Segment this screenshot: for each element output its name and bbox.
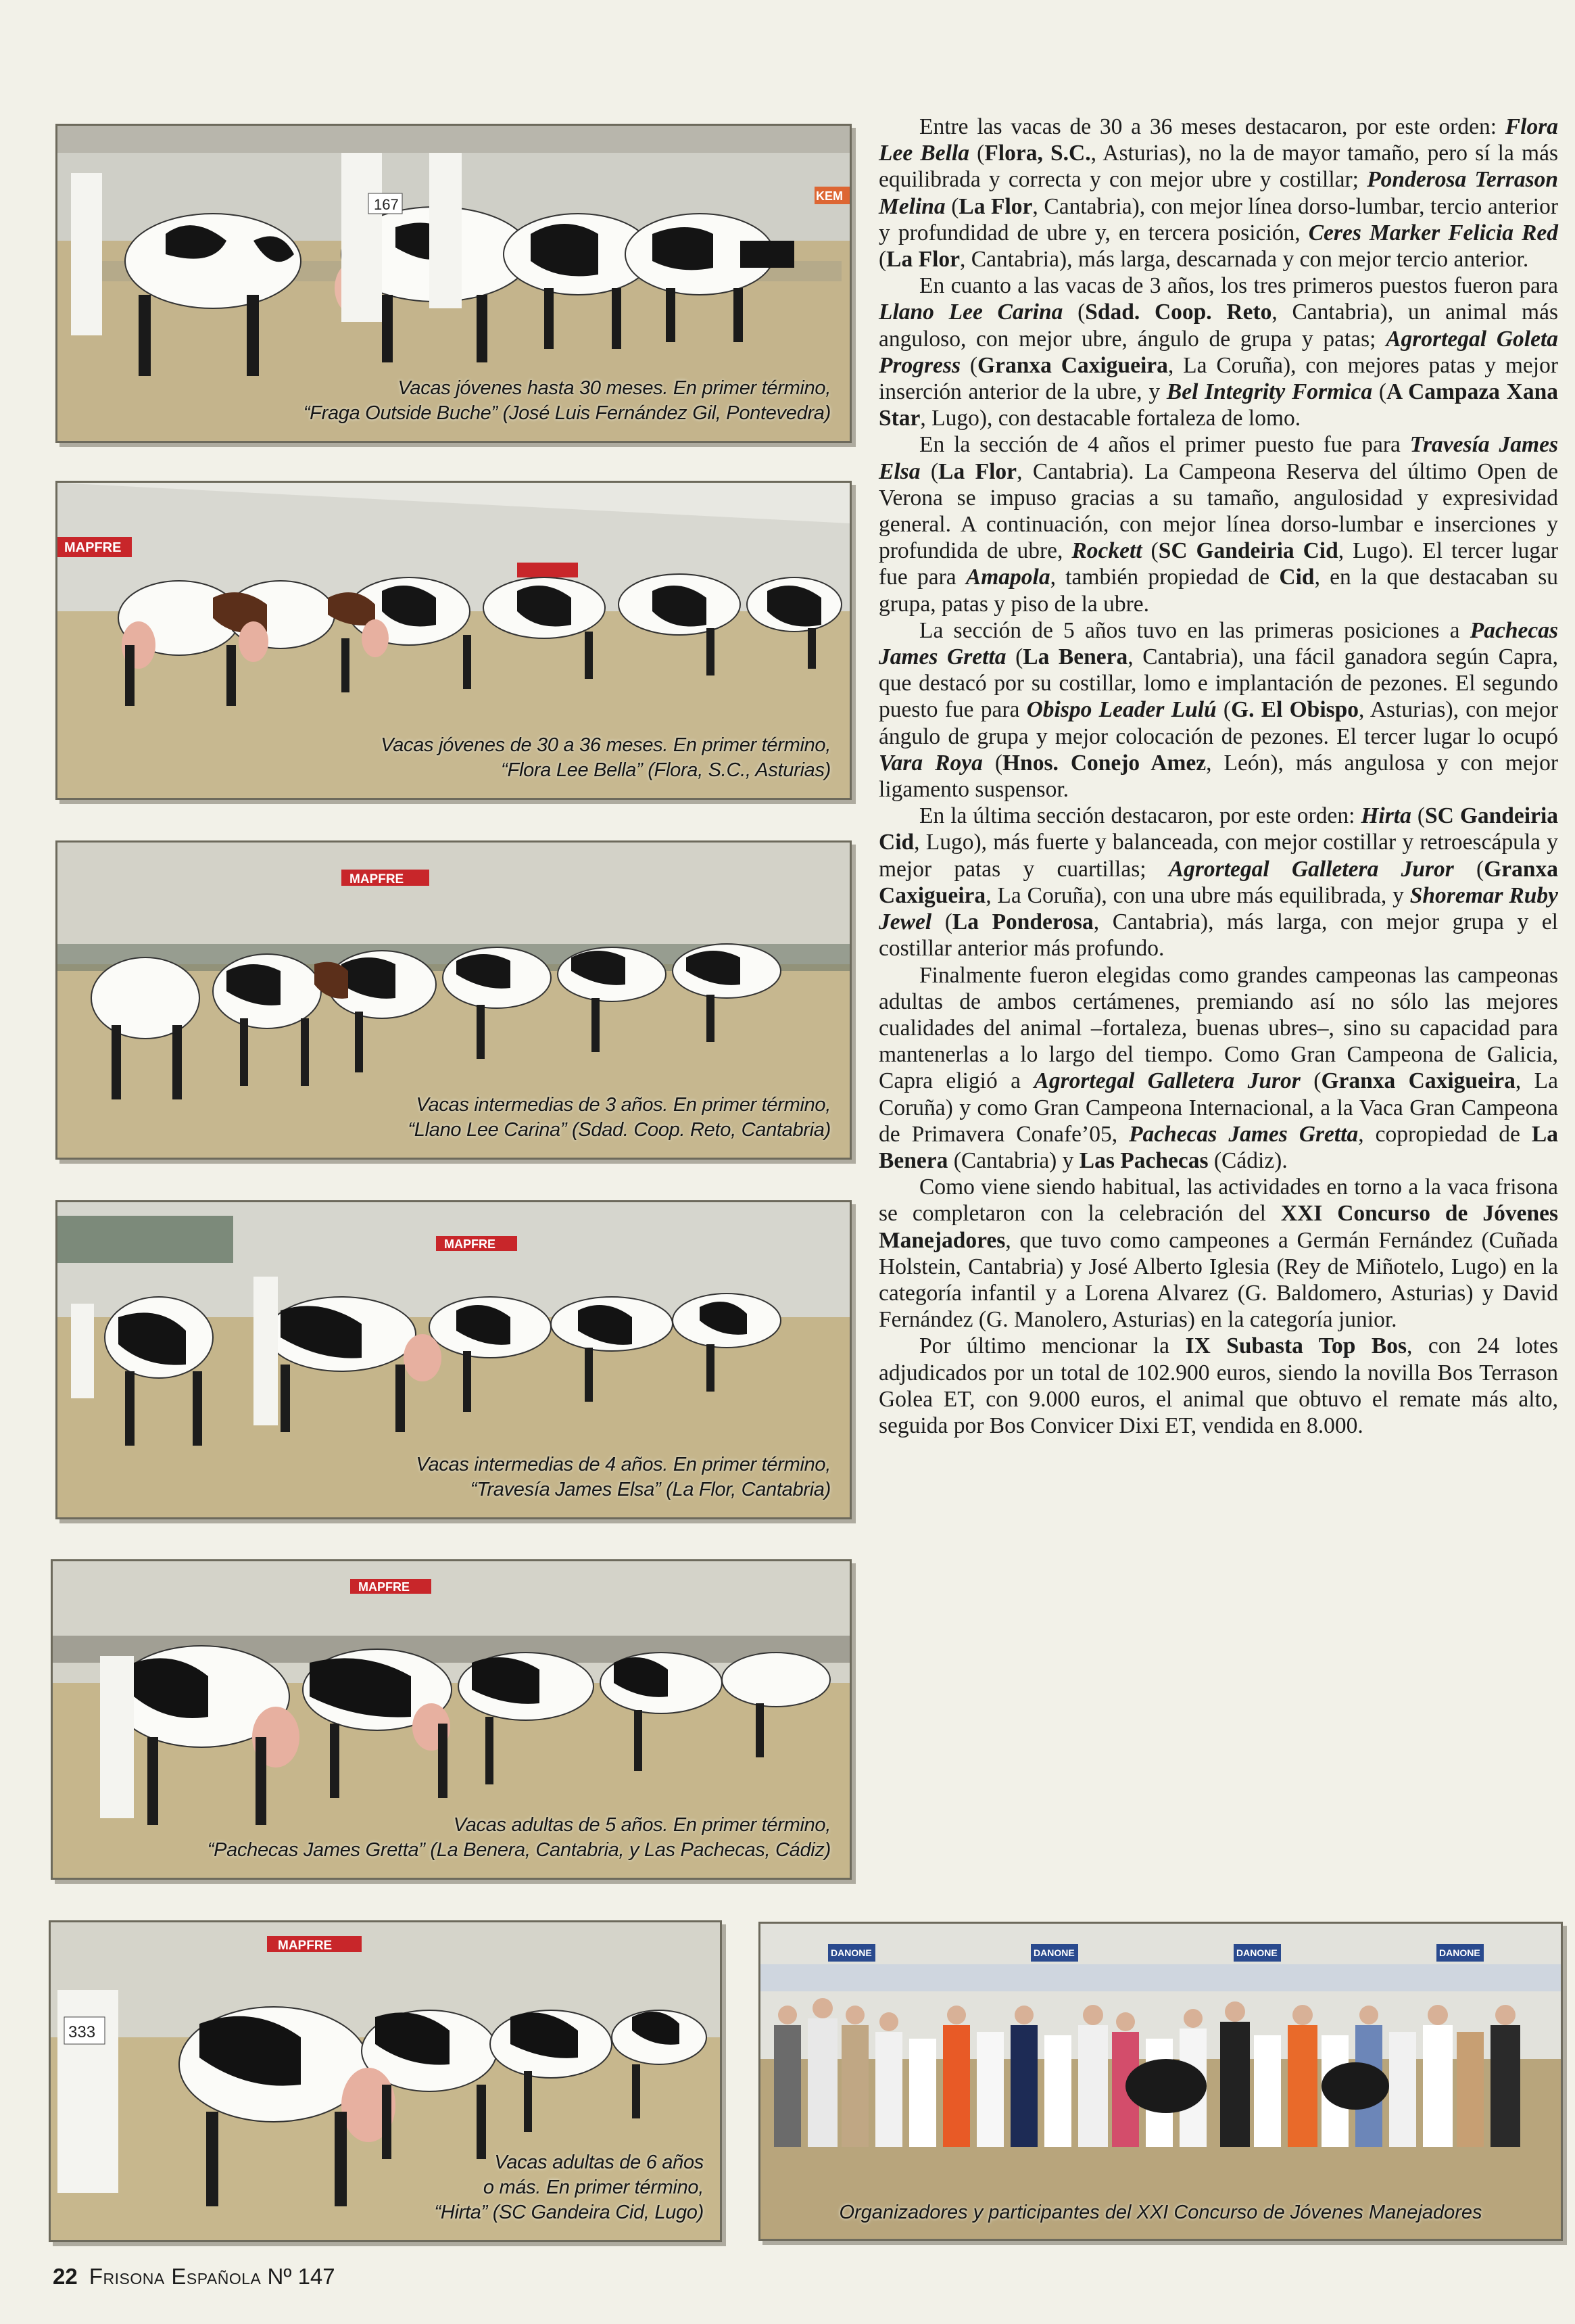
- issue-number: Nº 147: [267, 2264, 335, 2289]
- photo-young-cows-30-36-months: [55, 481, 852, 800]
- svg-text:DANONE: DANONE: [1439, 1947, 1480, 1958]
- photo-caption: Vacas jóvenes de 30 a 36 meses. En primer término, “Flora Lee Bella” (Flora, S.C., Asturias): [381, 734, 831, 781]
- article-paragraph: Por último mencionar la IX Subasta Top Bos, con 24 lotes adjudicados por un total de 102.900 euros, siendo la novilla Bos Terrason Golea ET, con 9.000 euros, el animal que obtuvo el remate más alto, seguida por Bos Convicer Dixi ET, vendida en 8.000.: [879, 1333, 1559, 1438]
- photo-adult-cows-5-years: [51, 1559, 852, 1880]
- svg-text:DANONE: DANONE: [831, 1947, 872, 1958]
- photo-caption: Vacas intermedias de 4 años. En primer término, “Travesía James Elsa” (La Flor, Cantabria): [416, 1454, 831, 1500]
- article-paragraph: En cuanto a las vacas de 3 años, los tres primeros puestos fueron para Llano Lee Carina (Sdad. Coop. Reto, Cantabria), un animal más anguloso, con mejor ubre, ángulo de grupa y patas; Agrortegal Goleta Progress (Granxa Caxigueira, La Coruña), con mejores patas y mejor inserción anterior de la ubre, y Bel Integrity Formica (A Campaza Xana Star, Lugo), con destacable fortaleza de lomo.: [879, 273, 1559, 431]
- article-paragraph: En la sección de 4 años el primer puesto fue para Travesía James Elsa (La Flor, Cantabria). La Campeona Reserva del último Open de Verona se impuso gracias a su tamaño, angulosidad y expresividad general. A continuación, con mejor línea dorso-lumbar e inserciones y profundida de ubre, Rockett (SC Gandeiria Cid, Lugo). El tercer lugar fue para Amapola, también propiedad de Cid, en la que destacaban su grupa, patas y piso de la ubre.: [879, 432, 1559, 617]
- photo-adult-cows-6-years: [49, 1920, 722, 2242]
- article-body: [879, 114, 1558, 1439]
- photo-young-cows-30-months: [55, 124, 852, 443]
- photo-intermediate-cows-3-years: [55, 840, 852, 1160]
- page-footer: [53, 2264, 335, 2290]
- magazine-name: Frisona Española: [89, 2264, 262, 2289]
- group-photo-image: [760, 1924, 1561, 2239]
- svg-text:333: 333: [68, 2023, 96, 2041]
- photo-caption: Vacas adultas de 5 años. En primer término, “Pachecas James Gretta” (La Benera, Cantabria, y Las Pachecas, Cádiz): [207, 1814, 831, 1861]
- svg-text:DANONE: DANONE: [1236, 1947, 1278, 1958]
- svg-text:MAPFRE: MAPFRE: [358, 1580, 410, 1594]
- article-paragraph: Como viene siendo habitual, las actividades en torno a la vaca frisona se completaron con la celebración del XXI Concurso de Jóvenes Manejadores, que tuvo como campeones a Germán Fernández (Cuñada Holstein, Cantabria) y José Alberto Iglesia (Rey de Miñotelo, Lugo) en la categoría infantil y a Lorena Alvarez (G. Baldomero, Asturias) y David Fernández (G. Manolero, Asturias) en la categoría junior.: [879, 1175, 1558, 1333]
- svg-text:MAPFRE: MAPFRE: [444, 1237, 495, 1251]
- article-paragraph: En la última sección destacaron, por este orden: Hirta (SC Gandeiria Cid, Lugo), más fuerte y balanceada, con mejor costillar y retroescápula y mejor patas y cuartillas; Agrortegal Galletera Juror (Granxa Caxigueira, La Coruña), con una ubre más equilibrada, y Shoremar Ruby Jewel (La Ponderosa, Cantabria), más larga, con mejor grupa y el costillar anterior más profundo.: [879, 803, 1559, 962]
- svg-text:167: 167: [374, 196, 399, 213]
- svg-text:DANONE: DANONE: [1034, 1947, 1075, 1958]
- svg-text:MAPFRE: MAPFRE: [278, 1939, 333, 1953]
- photo-intermediate-cows-4-years: [55, 1200, 852, 1519]
- photo-caption: Vacas intermedias de 3 años. En primer término, “Llano Lee Carina” (Sdad. Coop. Reto, Cantabria): [408, 1094, 831, 1141]
- article-paragraph: Finalmente fueron elegidas como grandes campeonas las campeonas adultas de ambos certámenes, premiando así no sólo las mejores cualidades del animal –fortaleza, buenas ubres–, sino su capacidad para mantenerlas a lo largo del tiempo. Como Gran Campeona de Galicia, Capra eligió a Agrortegal Galletera Juror (Granxa Caxigueira, La Coruña) y como Gran Campeona Internacional, a la Vaca Gran Campeona de Primavera Conafe’05, Pachecas James Gretta, copropiedad de La Benera (Cantabria) y Las Pachecas (Cádiz).: [879, 962, 1559, 1173]
- photo-caption: Vacas adultas de 6 años o más. En primer término, “Hirta” (SC Gandeira Cid, Lugo): [434, 2152, 704, 2223]
- svg-text:MAPFRE: MAPFRE: [349, 872, 404, 886]
- svg-text:KEM: KEM: [816, 189, 843, 203]
- article-paragraph: Entre las vacas de 30 a 36 meses destacaron, por este orden: Flora Lee Bella (Flora, S.C., Asturias), no la de mayor tamaño, pero sí la más equilibrada y correcta y con mejor ubre y costillar; Ponderosa Terrason Melina (La Flor, Cantabria), con mejor línea dorso-lumbar, tercio anterior y profundidad de ubre y, en tercera posición, Ceres Marker Felicia Red (La Flor, Cantabria), más larga, descarnada y con mejor tercio anterior.: [879, 114, 1559, 272]
- photo-young-handlers-group: [758, 1922, 1563, 2241]
- photo-caption: Vacas jóvenes hasta 30 meses. En primer término, “Fraga Outside Buche” (José Luis Fernández Gil, Pontevedra): [303, 377, 831, 424]
- photo-caption: Organizadores y participantes del XXI Concurso de Jóvenes Manejadores: [839, 2202, 1482, 2223]
- svg-text:MAPFRE: MAPFRE: [64, 540, 122, 555]
- page-number: 22: [53, 2264, 78, 2289]
- article-paragraph: La sección de 5 años tuvo en las primeras posiciones a Pachecas James Gretta (La Benera, Cantabria), una fácil ganadora según Capra, que destacó por su costillar, lomo e implantación de pezones. El segundo puesto fue para Obispo Leader Lulú (G. El Obispo, Asturias), con mejor ángulo de grupa y mejor colocación de pezones. El tercer lugar lo ocupó Vara Roya (Hnos. Conejo Amez, León), más angulosa y con mejor ligamento suspensor.: [879, 617, 1559, 803]
